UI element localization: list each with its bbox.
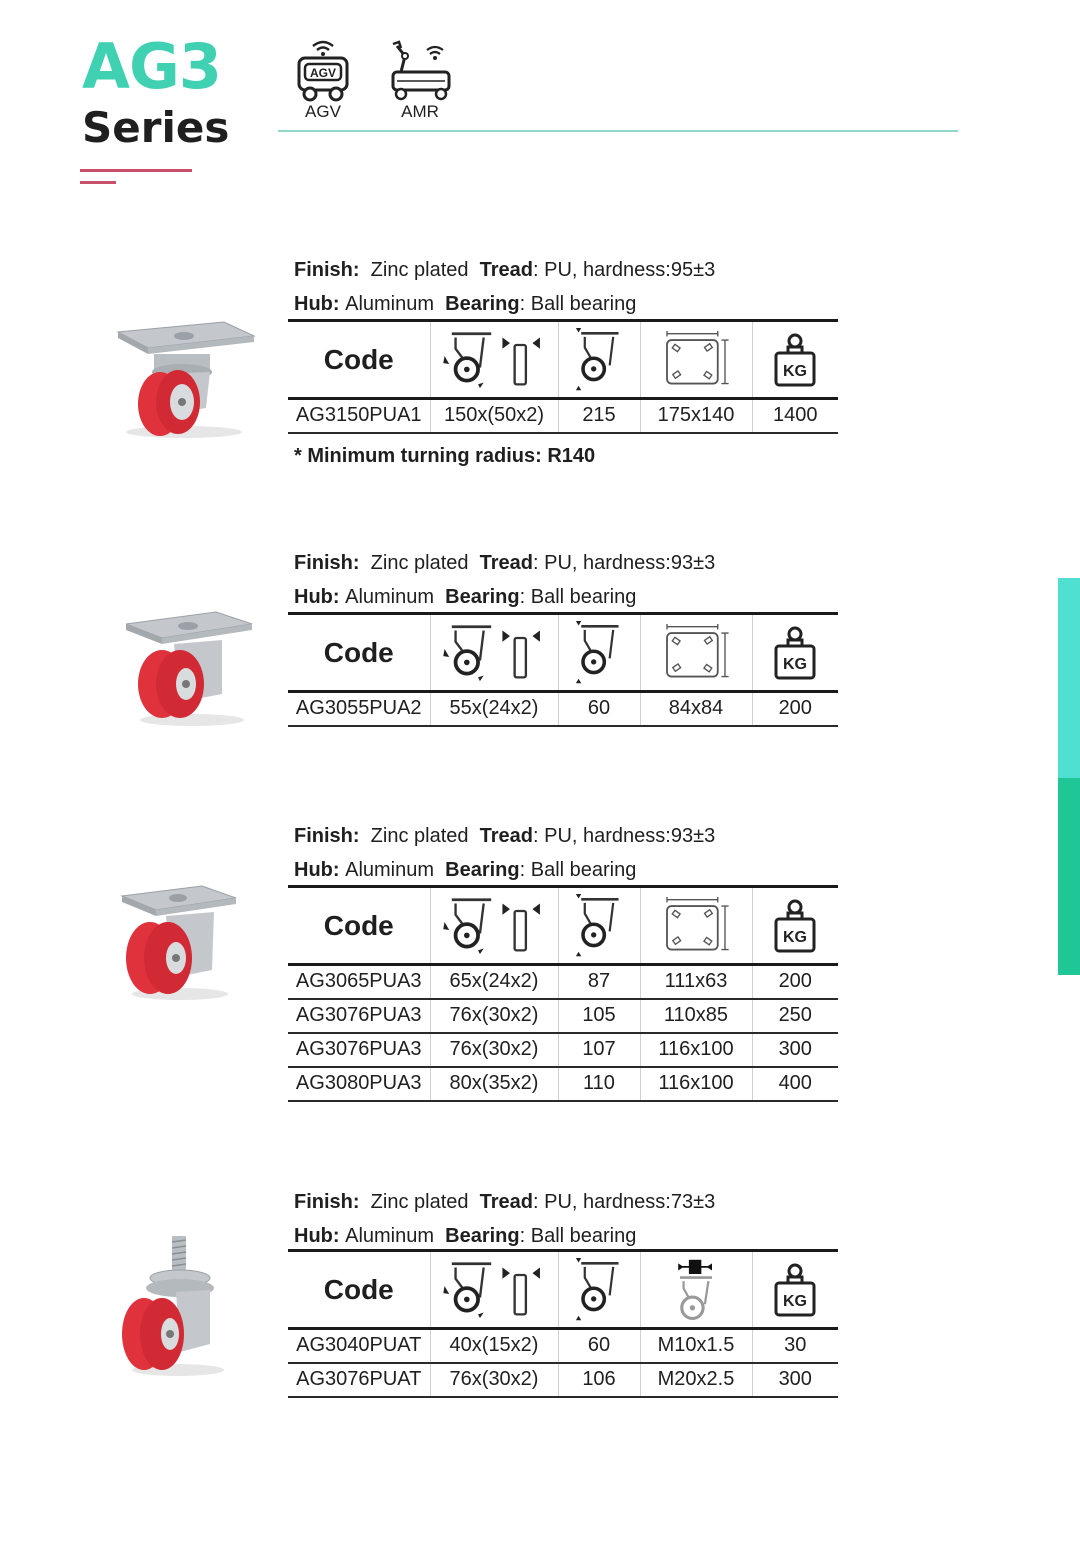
product-image-1 xyxy=(114,316,256,440)
series-word: Series xyxy=(82,103,230,152)
agv-icon xyxy=(293,36,353,102)
product-4-spec-line-1: Finish: Zinc plated Tread: PU, hardness:73±3 xyxy=(294,1191,716,1213)
product-4-spec-line-2: Hub: Aluminum Bearing: Ball bearing xyxy=(294,1225,637,1247)
code-header: Code xyxy=(288,887,430,965)
table-row: AG3080PUA3 80x(35x2) 110 116x100 400 xyxy=(288,1067,838,1101)
table-row: AG3065PUA3 65x(24x2) 87 111x63 200 xyxy=(288,965,838,999)
thread-stem-icon xyxy=(640,1251,752,1329)
svg-text:KG: KG xyxy=(783,362,808,380)
app-amr xyxy=(380,36,460,122)
product-3-rows xyxy=(288,965,838,1101)
svg-text:AGV: AGV xyxy=(309,66,337,80)
code-header: Code xyxy=(288,614,430,692)
load-capacity-icon xyxy=(752,614,838,692)
load-capacity-icon xyxy=(752,1251,838,1329)
overall-height-icon xyxy=(558,614,640,692)
table-row: AG3055PUA2 55x(24x2) 60 84x84 200 xyxy=(288,692,838,726)
product-3-spec-line-1: Finish: Zinc plated Tread: PU, hardness:93±3 xyxy=(294,825,716,847)
load-capacity-icon xyxy=(752,321,838,399)
load-capacity-icon xyxy=(752,887,838,965)
header-rule xyxy=(278,130,958,132)
wheel-size-icon xyxy=(430,614,558,692)
code-header: Code xyxy=(288,321,430,399)
product-image-3 xyxy=(116,882,240,1002)
product-2-spec-line-1: Finish: Zinc plated Tread: PU, hardness:93±3 xyxy=(294,552,716,574)
series-code: AG3 xyxy=(82,30,222,103)
wheel-size-icon xyxy=(430,1251,558,1329)
product-1-table xyxy=(288,319,838,434)
side-tab-light xyxy=(1058,578,1080,778)
product-2-spec-line-2: Hub: Aluminum Bearing: Ball bearing xyxy=(294,586,637,608)
side-tab-dark xyxy=(1058,778,1080,975)
table-row: AG3040PUAT 40x(15x2) 60 M10x1.5 30 xyxy=(288,1329,838,1363)
product-2-rows xyxy=(288,692,838,726)
table-row: AG3076PUA3 76x(30x2) 105 110x85 250 xyxy=(288,999,838,1033)
product-3-table xyxy=(288,885,838,1102)
product-1-spec-line-2: Hub: Aluminum Bearing: Ball bearing xyxy=(294,293,637,315)
svg-text:KG: KG xyxy=(783,1292,808,1310)
app-agv-label: AGV xyxy=(305,102,341,121)
product-3-spec-line-2: Hub: Aluminum Bearing: Ball bearing xyxy=(294,859,637,881)
app-agv xyxy=(283,36,363,122)
wheel-size-icon xyxy=(430,887,558,965)
title-underline-short xyxy=(80,181,116,184)
product-4-table xyxy=(288,1249,838,1398)
table-row: AG3076PUA3 76x(30x2) 107 116x100 300 xyxy=(288,1033,838,1067)
code-header: Code xyxy=(288,1251,430,1329)
top-plate-icon xyxy=(640,614,752,692)
table-row: AG3150PUA1 150x(50x2) 215 175x140 1400 xyxy=(288,399,838,433)
wheel-size-icon xyxy=(430,321,558,399)
top-plate-icon xyxy=(640,321,752,399)
app-amr-label: AMR xyxy=(401,102,439,121)
product-1-rows xyxy=(288,399,838,433)
product-2-table xyxy=(288,612,838,727)
top-plate-icon xyxy=(640,887,752,965)
product-1-spec-line-1: Finish: Zinc plated Tread: PU, hardness:95±3 xyxy=(294,259,716,281)
table-row: AG3076PUAT 76x(30x2) 106 M20x2.5 300 xyxy=(288,1363,838,1397)
amr-icon xyxy=(387,36,453,102)
title-underline xyxy=(80,169,192,172)
svg-text:KG: KG xyxy=(783,928,808,946)
product-4-rows xyxy=(288,1329,838,1397)
product-image-2 xyxy=(122,608,256,728)
product-image-4 xyxy=(116,1234,244,1378)
overall-height-icon xyxy=(558,1251,640,1329)
overall-height-icon xyxy=(558,887,640,965)
product-1-note: * Minimum turning radius: R140 xyxy=(294,445,596,467)
svg-text:KG: KG xyxy=(783,655,808,673)
overall-height-icon xyxy=(558,321,640,399)
series-title xyxy=(82,30,230,156)
